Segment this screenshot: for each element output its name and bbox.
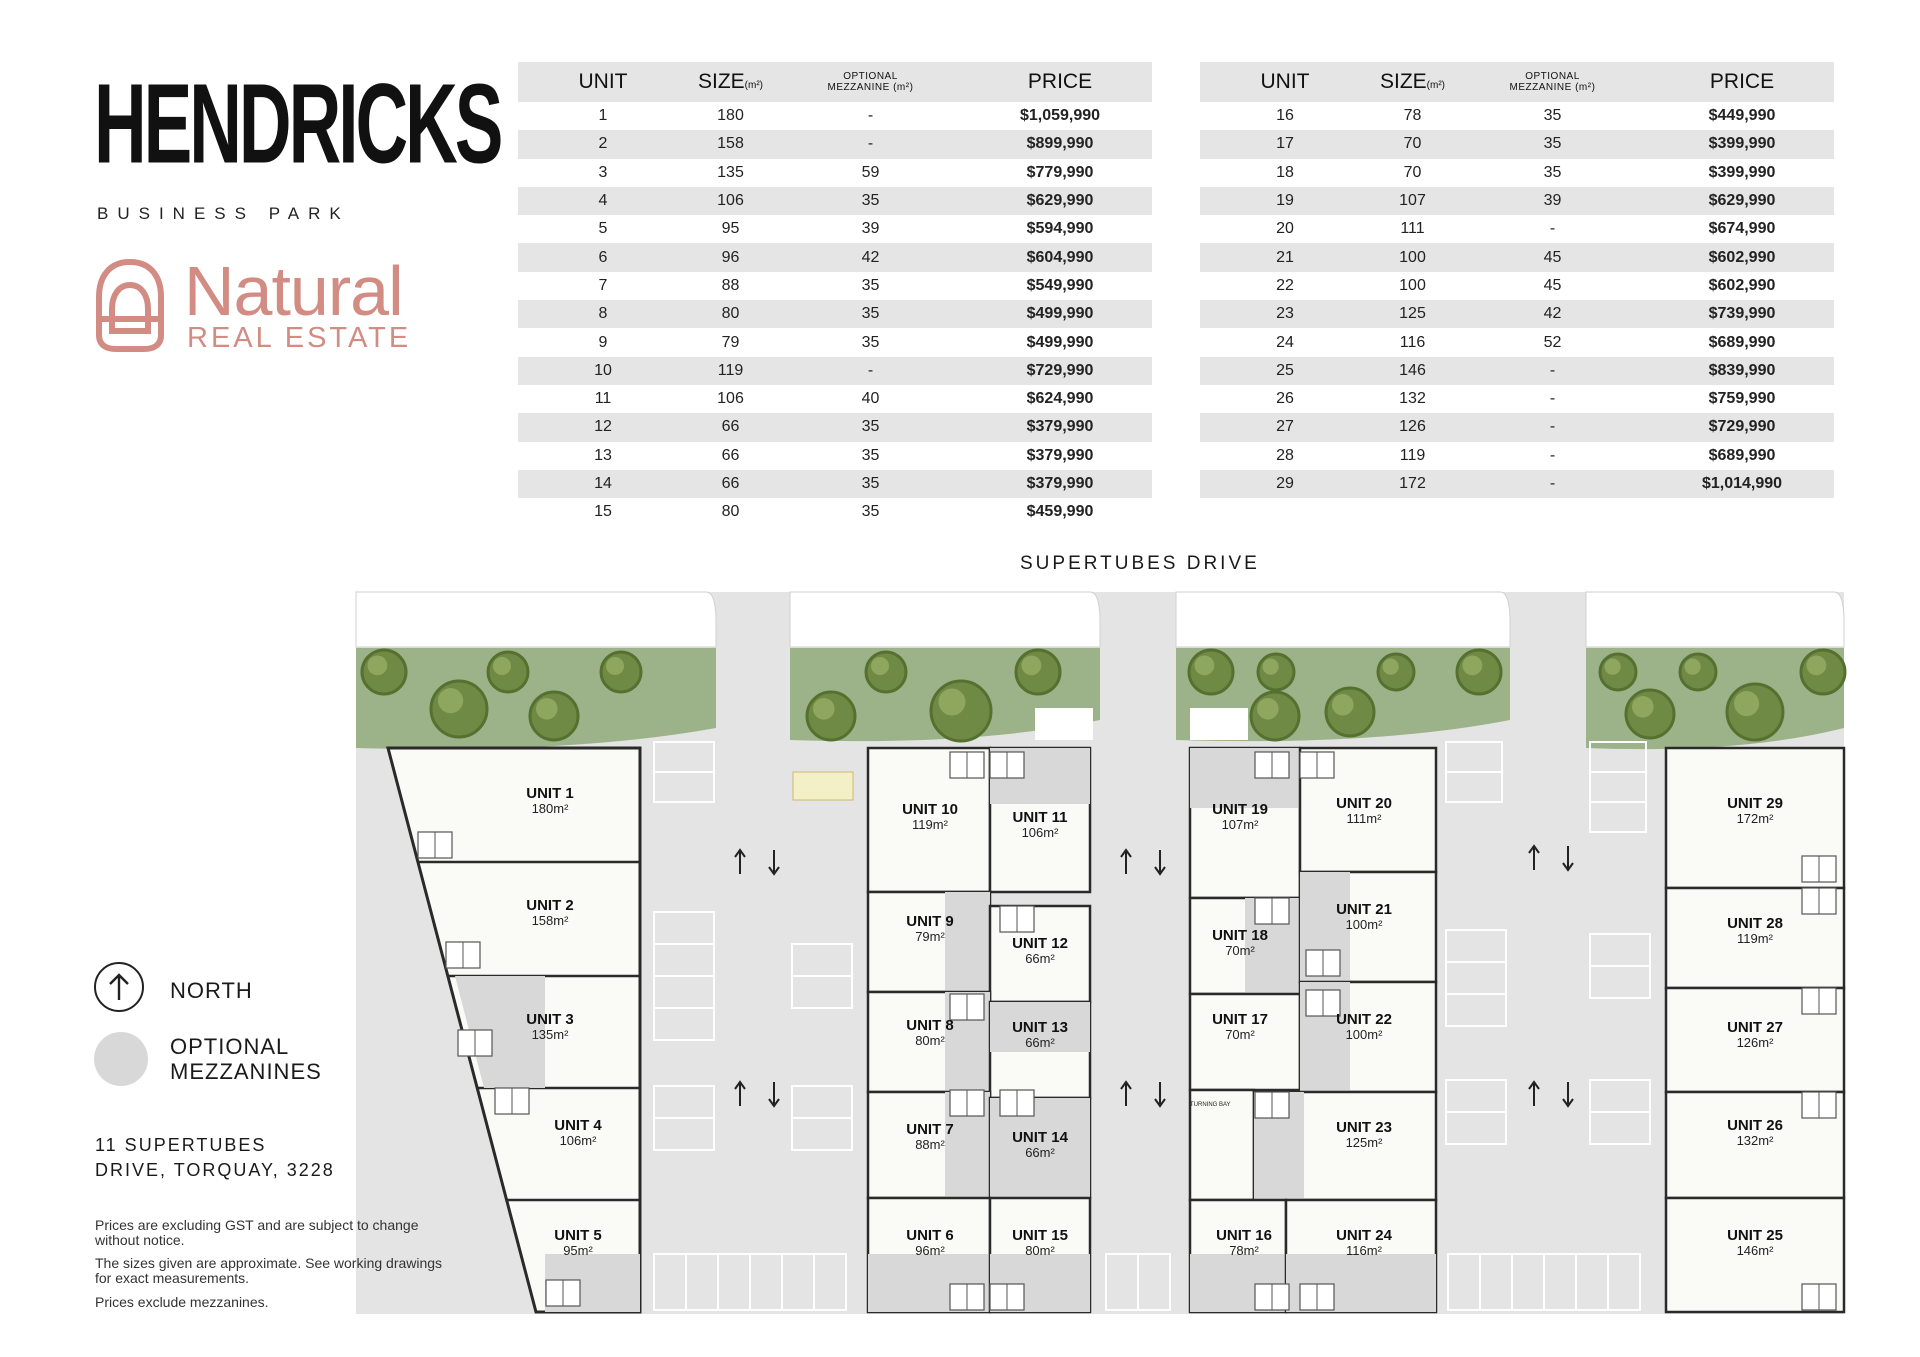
cell-mezzanine: 35 bbox=[773, 413, 968, 441]
tree-highlight bbox=[939, 689, 966, 716]
cell-mezzanine: 52 bbox=[1543, 333, 1562, 351]
unit-label: UNIT 4 bbox=[554, 1117, 602, 1134]
cell-price: $499,990 bbox=[968, 300, 1152, 328]
address: 11 SUPERTUBES DRIVE, TORQUAY, 3228 bbox=[95, 1135, 335, 1180]
unit-area: 135m² bbox=[531, 1027, 569, 1042]
tree-highlight bbox=[1383, 659, 1399, 675]
tree-highlight bbox=[871, 657, 889, 675]
cell-size: 125 bbox=[1370, 300, 1455, 328]
unit-area: 107m² bbox=[1221, 817, 1259, 832]
unit-area: 70m² bbox=[1225, 943, 1255, 958]
tree-highlight bbox=[1807, 656, 1827, 676]
header-size: SIZE(m²) bbox=[688, 62, 773, 102]
cell-unit: 28 bbox=[1276, 446, 1294, 464]
turning-bay-label: TURNING BAY bbox=[1190, 1102, 1231, 1108]
tree-highlight bbox=[493, 657, 511, 675]
header-mezzanine: OPTIONAL MEZZANINE (m²) bbox=[1455, 62, 1650, 102]
unit-label: UNIT 5 bbox=[554, 1227, 602, 1244]
cell-price: $379,990 bbox=[1026, 446, 1094, 464]
mezzanine-label: OPTIONAL MEZZANINES bbox=[170, 1034, 322, 1084]
unit-label: UNIT 24 bbox=[1336, 1227, 1392, 1244]
unit-area: 125m² bbox=[1345, 1135, 1383, 1150]
tree-highlight bbox=[438, 688, 463, 713]
cell-unit: 25 bbox=[1200, 357, 1370, 385]
unit-label: UNIT 9 bbox=[906, 913, 954, 930]
unit-area: 66m² bbox=[1025, 951, 1055, 966]
cell-price: $459,990 bbox=[1026, 503, 1094, 521]
north-arrow-icon bbox=[94, 962, 144, 1012]
cell-mezzanine: 35 bbox=[773, 187, 968, 215]
cell-price: $689,990 bbox=[1708, 333, 1776, 351]
cell-price: $1,059,990 bbox=[1019, 107, 1101, 125]
cell-unit: 7 bbox=[598, 276, 608, 294]
cell-price: $399,990 bbox=[1650, 130, 1834, 158]
cell-price: $759,990 bbox=[1708, 390, 1776, 408]
cell-unit: 14 bbox=[518, 470, 688, 498]
tree-highlight bbox=[1605, 659, 1621, 675]
cell-size: 135 bbox=[717, 163, 744, 181]
cell-mezzanine: 35 bbox=[1455, 130, 1650, 158]
unit-outline bbox=[1190, 994, 1300, 1090]
unit-label: UNIT 25 bbox=[1727, 1227, 1783, 1244]
tree-highlight bbox=[1632, 696, 1654, 718]
cell-price: $604,990 bbox=[968, 243, 1152, 271]
cell-size: 146 bbox=[1370, 357, 1455, 385]
cell-price: $629,990 bbox=[1650, 187, 1834, 215]
tree-highlight bbox=[1685, 659, 1701, 675]
cell-size: 100 bbox=[1370, 243, 1455, 271]
unit-area: 172m² bbox=[1736, 811, 1774, 826]
unit-label: UNIT 3 bbox=[526, 1011, 574, 1028]
cell-size: 172 bbox=[1370, 470, 1455, 498]
cell-mezzanine: - bbox=[1455, 470, 1650, 498]
cell-price: $499,990 bbox=[1026, 333, 1094, 351]
cell-price: $624,990 bbox=[1026, 390, 1094, 408]
header-price: PRICE bbox=[968, 62, 1152, 102]
unit-area: 106m² bbox=[559, 1133, 597, 1148]
cell-unit: 27 bbox=[1200, 413, 1370, 441]
cell-unit: 15 bbox=[594, 503, 612, 521]
cell-unit: 23 bbox=[1200, 300, 1370, 328]
cell-mezzanine: 35 bbox=[861, 503, 880, 521]
cell-mezzanine: 42 bbox=[773, 243, 968, 271]
unit-label: UNIT 1 bbox=[526, 785, 574, 802]
cell-size: 66 bbox=[721, 446, 740, 464]
cell-unit: 20 bbox=[1276, 220, 1294, 238]
cell-unit: 10 bbox=[518, 357, 688, 385]
cell-size: 116 bbox=[1399, 333, 1426, 351]
unit-area: 95m² bbox=[563, 1243, 593, 1258]
cell-size: 80 bbox=[721, 503, 740, 521]
cell-size: 79 bbox=[721, 333, 740, 351]
unit-area: 88m² bbox=[915, 1137, 945, 1152]
cell-price: $1,014,990 bbox=[1650, 470, 1834, 498]
agent-name: Natural bbox=[184, 252, 403, 330]
cell-size: 106 bbox=[717, 390, 744, 408]
cell-unit: 2 bbox=[518, 130, 688, 158]
cell-unit: 17 bbox=[1200, 130, 1370, 158]
unit-label: UNIT 16 bbox=[1216, 1227, 1272, 1244]
frontage-band bbox=[1176, 592, 1510, 647]
cell-price: $689,990 bbox=[1708, 446, 1776, 464]
unit-label: UNIT 2 bbox=[526, 897, 574, 914]
unit-area: 80m² bbox=[1025, 1243, 1055, 1258]
cell-mezzanine: - bbox=[1549, 390, 1556, 408]
unit-area: 66m² bbox=[1025, 1145, 1055, 1160]
unit-area: 80m² bbox=[915, 1033, 945, 1048]
unit-label: UNIT 13 bbox=[1012, 1019, 1068, 1036]
cell-size: 78 bbox=[1403, 107, 1422, 125]
unit-label: UNIT 14 bbox=[1012, 1129, 1068, 1146]
cell-price: $602,990 bbox=[1650, 243, 1834, 271]
cell-size: 126 bbox=[1370, 413, 1455, 441]
cell-size: 70 bbox=[1403, 163, 1422, 181]
unit-label: UNIT 15 bbox=[1012, 1227, 1068, 1244]
frontage-band bbox=[356, 592, 716, 647]
cell-unit: 11 bbox=[594, 390, 612, 408]
cell-unit: 13 bbox=[594, 446, 612, 464]
unit-area: 100m² bbox=[1345, 1027, 1383, 1042]
tree-highlight bbox=[1332, 694, 1354, 716]
cell-unit: 16 bbox=[1276, 107, 1294, 125]
header-mezzanine: OPTIONAL MEZZANINE (m²) bbox=[773, 62, 968, 102]
cell-mezzanine: - bbox=[1549, 446, 1556, 464]
agent-subtitle: REAL ESTATE bbox=[187, 322, 412, 354]
cell-size: 119 bbox=[688, 357, 773, 385]
tree-highlight bbox=[1195, 656, 1215, 676]
north-label: NORTH bbox=[170, 978, 253, 1003]
unit-area: 132m² bbox=[1736, 1133, 1774, 1148]
header-unit: UNIT bbox=[1200, 62, 1370, 102]
frontage-band bbox=[1586, 592, 1844, 647]
unit-label: UNIT 22 bbox=[1336, 1011, 1392, 1028]
header-unit: UNIT bbox=[518, 62, 688, 102]
cell-unit: 22 bbox=[1276, 276, 1294, 294]
unit-area: 70m² bbox=[1225, 1027, 1255, 1042]
frontage-band bbox=[790, 592, 1100, 647]
cell-price: $739,990 bbox=[1650, 300, 1834, 328]
cell-price: $674,990 bbox=[1708, 220, 1776, 238]
unit-area: 96m² bbox=[915, 1243, 945, 1258]
cell-size: 70 bbox=[1370, 130, 1455, 158]
unit-label: UNIT 19 bbox=[1212, 801, 1268, 818]
tree-highlight bbox=[536, 698, 558, 720]
cell-unit: 21 bbox=[1200, 243, 1370, 271]
cell-mezzanine: - bbox=[867, 107, 874, 125]
cell-price: $779,990 bbox=[1026, 163, 1094, 181]
tree-highlight bbox=[368, 656, 388, 676]
note-gst: Prices are excluding GST and are subject to change without notice. bbox=[95, 1217, 419, 1248]
tree-highlight bbox=[1263, 659, 1279, 675]
unit-label: UNIT 6 bbox=[906, 1227, 954, 1244]
unit-label: UNIT 11 bbox=[1012, 809, 1068, 826]
cell-mezzanine: 40 bbox=[861, 390, 880, 408]
cell-unit: 29 bbox=[1200, 470, 1370, 498]
cell-unit: 5 bbox=[598, 220, 608, 238]
unit-label: UNIT 28 bbox=[1727, 915, 1783, 932]
cell-price: $729,990 bbox=[968, 357, 1152, 385]
unit-area: 106m² bbox=[1021, 825, 1059, 840]
unit-label: UNIT 21 bbox=[1336, 901, 1392, 918]
cell-unit: 6 bbox=[518, 243, 688, 271]
unit-area: 116m² bbox=[1346, 1243, 1382, 1258]
unit-label: UNIT 20 bbox=[1336, 795, 1392, 812]
cell-mezzanine: - bbox=[1455, 413, 1650, 441]
cell-price: $379,990 bbox=[968, 413, 1152, 441]
unit-label: UNIT 8 bbox=[906, 1017, 954, 1034]
cell-mezzanine: 35 bbox=[773, 300, 968, 328]
cell-size: 180 bbox=[717, 107, 744, 125]
cell-mezzanine: 35 bbox=[861, 333, 880, 351]
cell-price: $594,990 bbox=[1026, 220, 1094, 238]
cell-size: 158 bbox=[688, 130, 773, 158]
unit-area: 78m² bbox=[1229, 1243, 1259, 1258]
cell-price: $379,990 bbox=[968, 470, 1152, 498]
unit-area: 126m² bbox=[1736, 1035, 1774, 1050]
cell-size: 119 bbox=[1399, 446, 1426, 464]
cell-mezzanine: 42 bbox=[1455, 300, 1650, 328]
cell-mezzanine: 45 bbox=[1543, 276, 1562, 294]
unit-label: UNIT 10 bbox=[902, 801, 958, 818]
cell-unit: 12 bbox=[518, 413, 688, 441]
cell-mezzanine: 39 bbox=[861, 220, 880, 238]
cell-unit: 4 bbox=[518, 187, 688, 215]
unit-label: UNIT 18 bbox=[1212, 927, 1268, 944]
brand-logo: HENDRICKS bbox=[94, 60, 501, 188]
cell-size: 66 bbox=[688, 470, 773, 498]
tree-highlight bbox=[813, 698, 835, 720]
unit-area: 146m² bbox=[1736, 1243, 1774, 1258]
cell-mezzanine: 35 bbox=[773, 470, 968, 498]
unit-area: 158m² bbox=[531, 913, 569, 928]
cell-mezzanine: 59 bbox=[861, 163, 880, 181]
cell-price: $899,990 bbox=[968, 130, 1152, 158]
cell-mezzanine: 39 bbox=[1455, 187, 1650, 215]
accessible-bay bbox=[793, 772, 853, 800]
cell-size: 111 bbox=[1400, 220, 1425, 238]
unit-area: 100m² bbox=[1345, 917, 1383, 932]
cell-price: $449,990 bbox=[1708, 107, 1776, 125]
cell-unit: 1 bbox=[598, 107, 608, 125]
unit-area: 66m² bbox=[1025, 1035, 1055, 1050]
unit-area: 119m² bbox=[912, 817, 948, 832]
cell-mezzanine: - bbox=[773, 357, 968, 385]
mezzanine-area bbox=[945, 892, 990, 992]
cell-unit: 26 bbox=[1276, 390, 1294, 408]
cell-price: $602,990 bbox=[1708, 276, 1776, 294]
cell-size: 100 bbox=[1399, 276, 1426, 294]
note-sizes: The sizes given are approximate. See working drawings for exact measurements. bbox=[95, 1255, 443, 1286]
cell-unit: 19 bbox=[1200, 187, 1370, 215]
cell-mezzanine: 35 bbox=[1543, 107, 1562, 125]
header-size: SIZE(m²) bbox=[1370, 62, 1455, 102]
tree-highlight bbox=[1734, 691, 1759, 716]
cell-price: $839,990 bbox=[1650, 357, 1834, 385]
unit-label: UNIT 26 bbox=[1727, 1117, 1783, 1134]
cell-price: $549,990 bbox=[1026, 276, 1094, 294]
cell-size: 132 bbox=[1399, 390, 1426, 408]
unit-label: UNIT 12 bbox=[1012, 935, 1068, 952]
cell-mezzanine: 35 bbox=[1543, 163, 1562, 181]
cell-size: 96 bbox=[688, 243, 773, 271]
bin-pad bbox=[1190, 708, 1248, 740]
cell-mezzanine: - bbox=[1549, 220, 1556, 238]
tree-highlight bbox=[606, 657, 624, 675]
tree-highlight bbox=[1022, 656, 1042, 676]
cell-unit: 24 bbox=[1276, 333, 1294, 351]
cell-unit: 3 bbox=[598, 163, 608, 181]
tree-highlight bbox=[1257, 698, 1279, 720]
mezzanine-swatch bbox=[94, 1032, 148, 1086]
cell-price: $629,990 bbox=[968, 187, 1152, 215]
cell-size: 66 bbox=[688, 413, 773, 441]
cell-price: $399,990 bbox=[1708, 163, 1776, 181]
cell-size: 106 bbox=[688, 187, 773, 215]
cell-mezzanine: 35 bbox=[861, 446, 880, 464]
cell-size: 107 bbox=[1370, 187, 1455, 215]
header-price: PRICE bbox=[1650, 62, 1834, 102]
brand-subtitle: BUSINESS PARK bbox=[97, 204, 350, 223]
note-mezzanines: Prices exclude mezzanines. bbox=[95, 1294, 269, 1310]
cell-size: 95 bbox=[721, 220, 740, 238]
cell-mezzanine: 35 bbox=[861, 276, 880, 294]
unit-area: 180m² bbox=[531, 801, 569, 816]
unit-area: 111m² bbox=[1346, 811, 1382, 826]
cell-unit: 9 bbox=[598, 333, 608, 351]
cell-unit: 18 bbox=[1276, 163, 1294, 181]
cell-mezzanine: - bbox=[773, 130, 968, 158]
tree-highlight bbox=[1463, 656, 1483, 676]
cell-mezzanine: 45 bbox=[1455, 243, 1650, 271]
unit-label: UNIT 17 bbox=[1212, 1011, 1268, 1028]
unit-label: UNIT 7 bbox=[906, 1121, 954, 1138]
cell-size: 80 bbox=[688, 300, 773, 328]
unit-area: 79m² bbox=[915, 929, 945, 944]
cell-mezzanine: - bbox=[1455, 357, 1650, 385]
cell-price: $729,990 bbox=[1650, 413, 1834, 441]
unit-area: 119m² bbox=[1737, 931, 1773, 946]
street-label: SUPERTUBES DRIVE bbox=[1020, 553, 1260, 574]
unit-label: UNIT 23 bbox=[1336, 1119, 1392, 1136]
unit-label: UNIT 27 bbox=[1727, 1019, 1783, 1036]
bin-pad bbox=[1035, 708, 1093, 740]
cell-size: 88 bbox=[721, 276, 740, 294]
cell-unit: 8 bbox=[518, 300, 688, 328]
unit-label: UNIT 29 bbox=[1727, 795, 1783, 812]
